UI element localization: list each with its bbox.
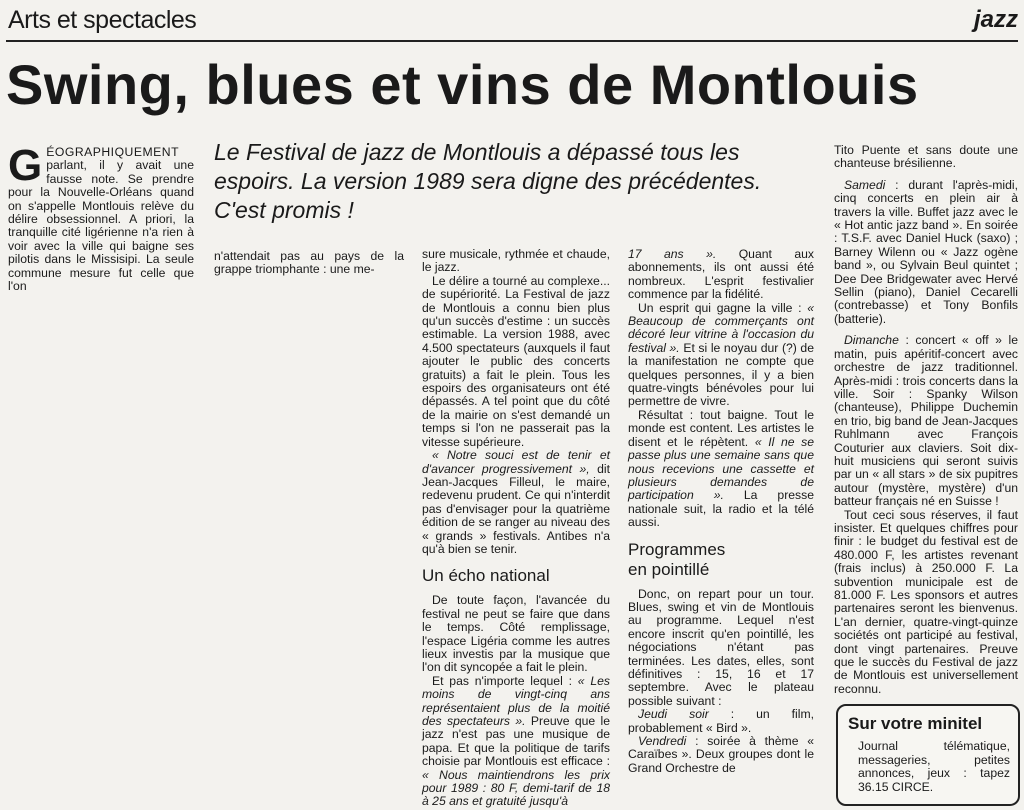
lead-word: ÉOGRAPHIQUEMENT [46, 145, 180, 159]
day-label: Dimanche [844, 333, 899, 348]
paragraph [628, 248, 814, 302]
paragraph-text: : concert « off » le matin, puis apéritif-concert avec orchestre de jazz traditionnel. Après-midi : trois concerts dans la ville. Soir : Spanky Wilson (chanteuse), Philippe Duchemin en trio, big band de Jean-Jacques Ruhlmann avec François Couturier aux claviers. Soit dix-huit musiciens qui seront suivis par un « all stars » de six pupitres autour (mystère, mystère) d'un batteur français né en Suisse ! [834, 333, 1019, 509]
subheading: Programmes en pointillé [628, 539, 726, 579]
paragraph-text: Preuve que le jazz n'est pas une musique de papa. Et que la politique de tarifs choisie par Montlouis est efficace : [422, 714, 611, 769]
header-rule [6, 40, 1018, 42]
section-title: Arts et spectacles [8, 6, 197, 34]
paragraph: Tito Puente et sans doute une chanteuse brésilienne. [834, 143, 1018, 171]
minitel-title: Sur votre minitel [848, 714, 983, 733]
paragraph: Donc, on repart pour un tour. Blues, swing et vin de Montlouis au programme. Lequel n'est encore inscrit qu'en pointillé, les négociations n'étant pas terminées. Les dates, elles, sont définitives : 15, 16 et 17 septembre. Avec le plateau possible suivant : [628, 586, 814, 708]
drop-cap: G [8, 141, 43, 190]
paragraph [628, 302, 814, 409]
quote: « Notre souci est de tenir et d'avancer progressivement », [422, 448, 610, 476]
subheading: Un écho national [422, 566, 550, 586]
day-label: Vendredi [638, 734, 687, 748]
paragraph [834, 334, 1018, 508]
paragraph [834, 179, 1018, 326]
article-column-4 [628, 248, 814, 775]
paragraph [422, 675, 610, 809]
paragraph-text: La presse nationale suit, la radio et la télé aussi. [628, 488, 814, 530]
paragraph: n'attendait pas au pays de la grappe triomphante : une me- [214, 249, 404, 277]
paragraph-text: Un esprit qui gagne la ville : [638, 300, 802, 315]
paragraph-text: : un film, probablement « Bird ». [628, 707, 814, 735]
article-column-1 [8, 141, 194, 294]
quote: « Les moins de vingt-cinq ans représentaient plus de la moitié des spectateurs ». [422, 673, 610, 728]
article-column-3 [422, 248, 610, 809]
quote: « Nous maintiendrons les prix pour 1989 : 80 F, demi-tarif de 18 à 25 ans et gratuité jusqu'à [422, 767, 610, 809]
day-label: Jeudi soir [638, 707, 709, 722]
paragraph: sure musicale, rythmée et chaude, le jazz. [422, 247, 610, 275]
paragraph: parlant, il y avait une fausse note. Se prendre pour la Nouvelle-Orléans quand on s'appelle Montlouis relève du délire obsessionnel. A priori, la tranquille cité ligérienne n'a rien à voir avec la ville qui baigne ses pilotis dans le Missisipi. La seule commune mesure fut celle que l'on [8, 158, 194, 294]
day-label: Samedi [844, 177, 886, 192]
paragraph [422, 449, 610, 556]
minitel-box [836, 704, 1020, 806]
chapo: Le Festival de jazz de Montlouis a dépassé tous les espoirs. La version 1989 sera digne des précédentes. C'est promis ! [214, 139, 762, 223]
paragraph-text: Résultat : tout baigne. Tout le monde est content. Les artistes le disent et le répètent. [628, 407, 814, 449]
paragraph: Tout ceci sous réserves, il faut insister. Et quelques chiffres pour finir : le budget du festival est de 480.000 F, les artistes revenant (frais inclus) à 250.000 F. La subvention municipale est de 81.000 F. Les sponsors et autres partenaires seront les bienvenus. L'an dernier, quatre-vingt-quinze sociétés ont participé au festival, dont vingt partenaires. Preuve que le succès du Festival de jazz de Montlouis est universellement reconnu. [834, 507, 1018, 696]
article-column-5 [834, 144, 1018, 696]
section-tag: jazz [973, 6, 1018, 33]
quote: « Beaucoup de commerçants ont décoré leur vitrine à l'occasion du festival ». [628, 300, 814, 355]
paragraph: Le délire a tourné au complexe... de supériorité. La Festival de jazz de Montlouis a connu bien plus qu'un succès d'estime : un succès estimable. La version 1988, avec 4.500 spectateurs (auxquels il faut ajouter le public des concerts gratuits) a fait le plein. Tous les espoirs des organisateurs ont été dépassés. A tel point que du côté de la mairie on s'est demandé un temps si l'on ne passerait pas la vitesse supérieure. [422, 273, 610, 449]
paragraph [628, 409, 814, 530]
paragraph-text: Et pas n'importe lequel : [432, 673, 572, 688]
paragraph [628, 708, 814, 735]
headline: Swing, blues et vins de Montlouis [6, 53, 919, 116]
paragraph-text: : durant l'après-midi, cinq concerts en plein air à travers la ville. Buffet jazz avec le « Hot antic jazz band ». En soirée : T.S.F. avec Daniel Huck (saxo) ; Barney Wilenn ou « Jazz ogène band », ou Sylvain Beul quintet ; Dee Dee Bridgewater avec Hervé Sellin (piano), Daniel Cecarelli (contrebasse) et Tony Bonfils (batterie). [834, 177, 1019, 326]
article-column-2 [214, 250, 404, 277]
paragraph-text: : soirée à thème « Caraïbes ». Deux groupes dont le Grand Orchestre de [628, 734, 814, 775]
quote: 17 ans ». [628, 247, 717, 261]
paragraph-text: Et si le noyau dur (?) de la manifestation ne compte que quelques personnes, il y a bien quatre-vingts bénévoles pour lui permettre de vivre. [628, 340, 814, 409]
paragraph: De toute façon, l'avancée du festival ne peut se faire que dans le temps. Côté remplissage, l'espace Ligéria comme les autres lieux investis par la musique que l'on dit syncopée a fait le plein. [422, 593, 610, 675]
minitel-body: Journal télématique, messageries, petites annonces, jeux : tapez 36.15 CIRCE. [858, 739, 1010, 794]
quote: « Il ne se passe plus une semaine sans que nous recevions une cassette et plusieurs demandes de participation ». [628, 434, 815, 503]
paragraph-text: Quant aux abonnements, ils ont aussi été nombreux. L'esprit festivalier commence par la fidélité. [628, 247, 814, 302]
paragraph-text: dit Jean-Jacques Filleul, le maire, redevenu prudent. Ce qui n'interdit pas d'envisager pour la quatrième édition de se ranger au niveau des « grands » festivals. Antibes n'a qu'à bien se tenir. [422, 461, 610, 556]
paragraph [628, 735, 814, 775]
